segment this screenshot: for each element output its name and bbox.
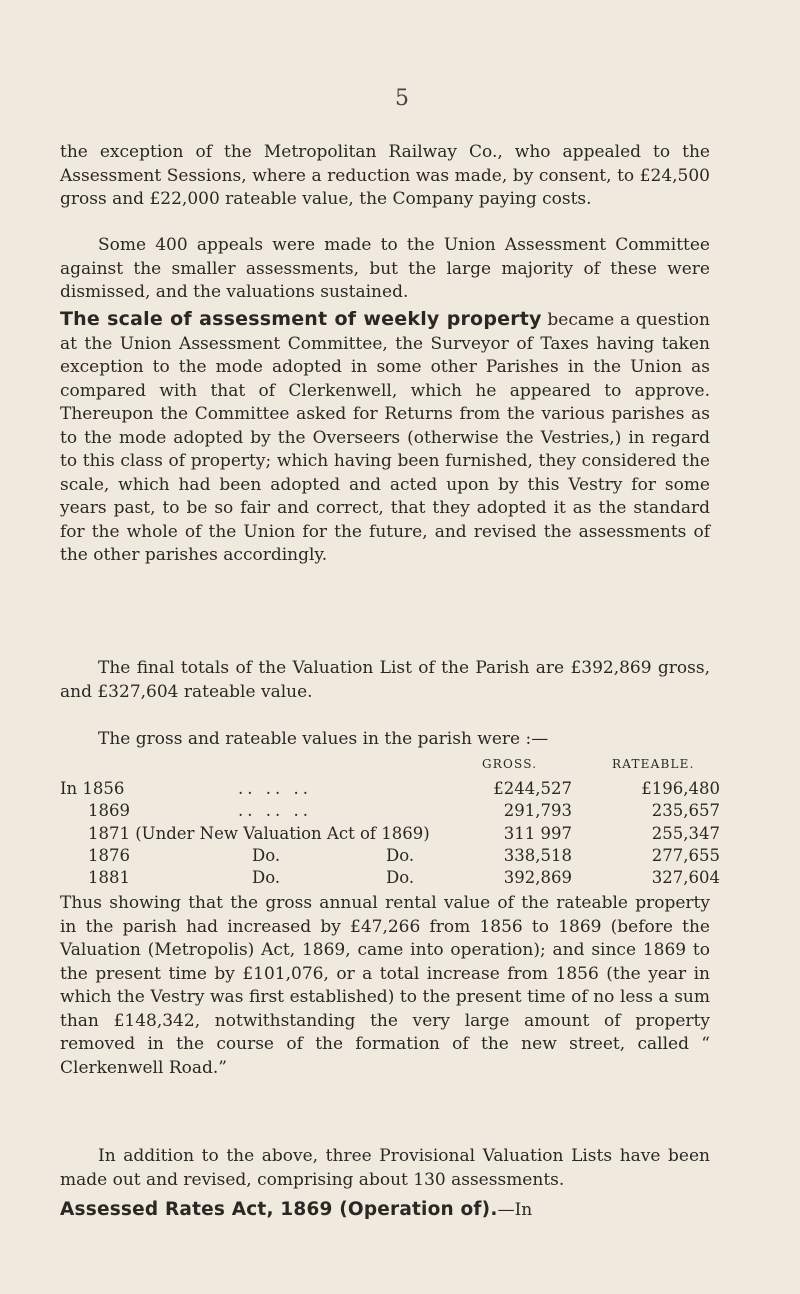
row-ditto-second: Do.	[386, 846, 415, 865]
row-rateable-value: 327,604	[651, 868, 720, 887]
table-intro: The gross and rateable values in the parish were :—	[98, 729, 549, 749]
row-ditto-first: Do.	[252, 868, 281, 887]
paragraph-assessed-rates	[60, 1198, 710, 1222]
row-year: 1881	[88, 868, 130, 887]
table-row	[60, 824, 720, 846]
row-rateable-value: 255,347	[651, 824, 720, 843]
section-heading-assessed-rates: Assessed Rates Act, 1869 (Operation of).	[60, 1199, 498, 1220]
column-header-gross: GROSS.	[482, 757, 538, 771]
row-gross-value: 392,869	[503, 868, 572, 887]
page-number: 5	[395, 86, 409, 111]
row-gross-value: 311 997	[503, 824, 572, 843]
row-rateable-value: 235,657	[651, 801, 720, 820]
paragraph-weekly-property-body: became a question at the Union Assessment Committee, the Surveyor of Taxes having taken exception to the mode adopted in some other Parishes in the Union as compared with that of Clerkenwell, which he appeared to approve. Thereupon the Committee asked for Returns from the various parishes as to the mode adopted by the Overseers (otherwise the Vestries,) in regard to this class of property; which having been furnished, they considered the scale, which had been adopted and acted upon by this Vestry for some years past, to be so fair and correct, that they adopted it as the standard for the whole of the Union for the future, and revised the assessments of the other parishes accordingly.	[60, 310, 710, 565]
paragraph-railway-appeal: the exception of the Metropolitan Railway Co., who appealed to the Assessment Sessions, where a reduction was made, by consent, to £24,500 gross and £22,000 rateable value, the Company paying costs.	[60, 142, 710, 209]
table-row	[60, 779, 720, 801]
row-leader-dots: .. .. ..	[238, 801, 312, 820]
row-ditto-first: Do.	[252, 846, 281, 865]
trailing-text: —In	[497, 1200, 533, 1220]
row-year: 1876	[88, 846, 130, 865]
section-heading-weekly-property: The scale of assessment of weekly property	[60, 308, 542, 330]
row-note: 1871 (Under New Valuation Act of 1869)	[88, 824, 430, 843]
row-rateable-value: 277,655	[651, 846, 720, 865]
row-year: In 1856	[60, 779, 125, 798]
table-row	[60, 868, 720, 890]
paragraph-provisional-lists: In addition to the above, three Provisional Valuation Lists have been made out and revised, comprising about 130 assessments.	[60, 1146, 710, 1190]
row-gross-value: 291,793	[503, 801, 572, 820]
column-header-rateable: RATEABLE.	[612, 757, 695, 771]
row-leader-dots: .. .. ..	[238, 779, 312, 798]
row-year: 1869	[88, 801, 130, 820]
row-gross-value: £244,527	[493, 779, 572, 798]
paragraph-final-totals: The final totals of the Valuation List of the Parish are £392,869 gross, and £327,604 rateable value.	[60, 658, 710, 702]
paragraph-increase-summary: Thus showing that the gross annual rental value of the rateable property in the parish had increased by £47,266 from 1856 to 1869 (before the Valuation (Metropolis) Act, 1869, came into operation); and since 1869 to the present time by £101,076, or a total increase from 1856 (the year in which the Vestry was first established) to the present time of no less a sum than £148,342, notwithstanding the very large amount of property removed in the course of the formation of the new street, called “ Clerkenwell Road.”	[60, 893, 710, 1078]
paragraph-union-appeals: Some 400 appeals were made to the Union Assessment Committee against the smaller assessments, but the large majority of these were dismissed, and the valuations sustained.	[60, 235, 710, 302]
row-gross-value: 338,518	[503, 846, 572, 865]
row-rateable-value: £196,480	[641, 779, 720, 798]
paragraph-weekly-property	[60, 308, 710, 568]
row-ditto-second: Do.	[386, 868, 415, 887]
table-row	[60, 801, 720, 823]
table-row	[60, 846, 720, 868]
